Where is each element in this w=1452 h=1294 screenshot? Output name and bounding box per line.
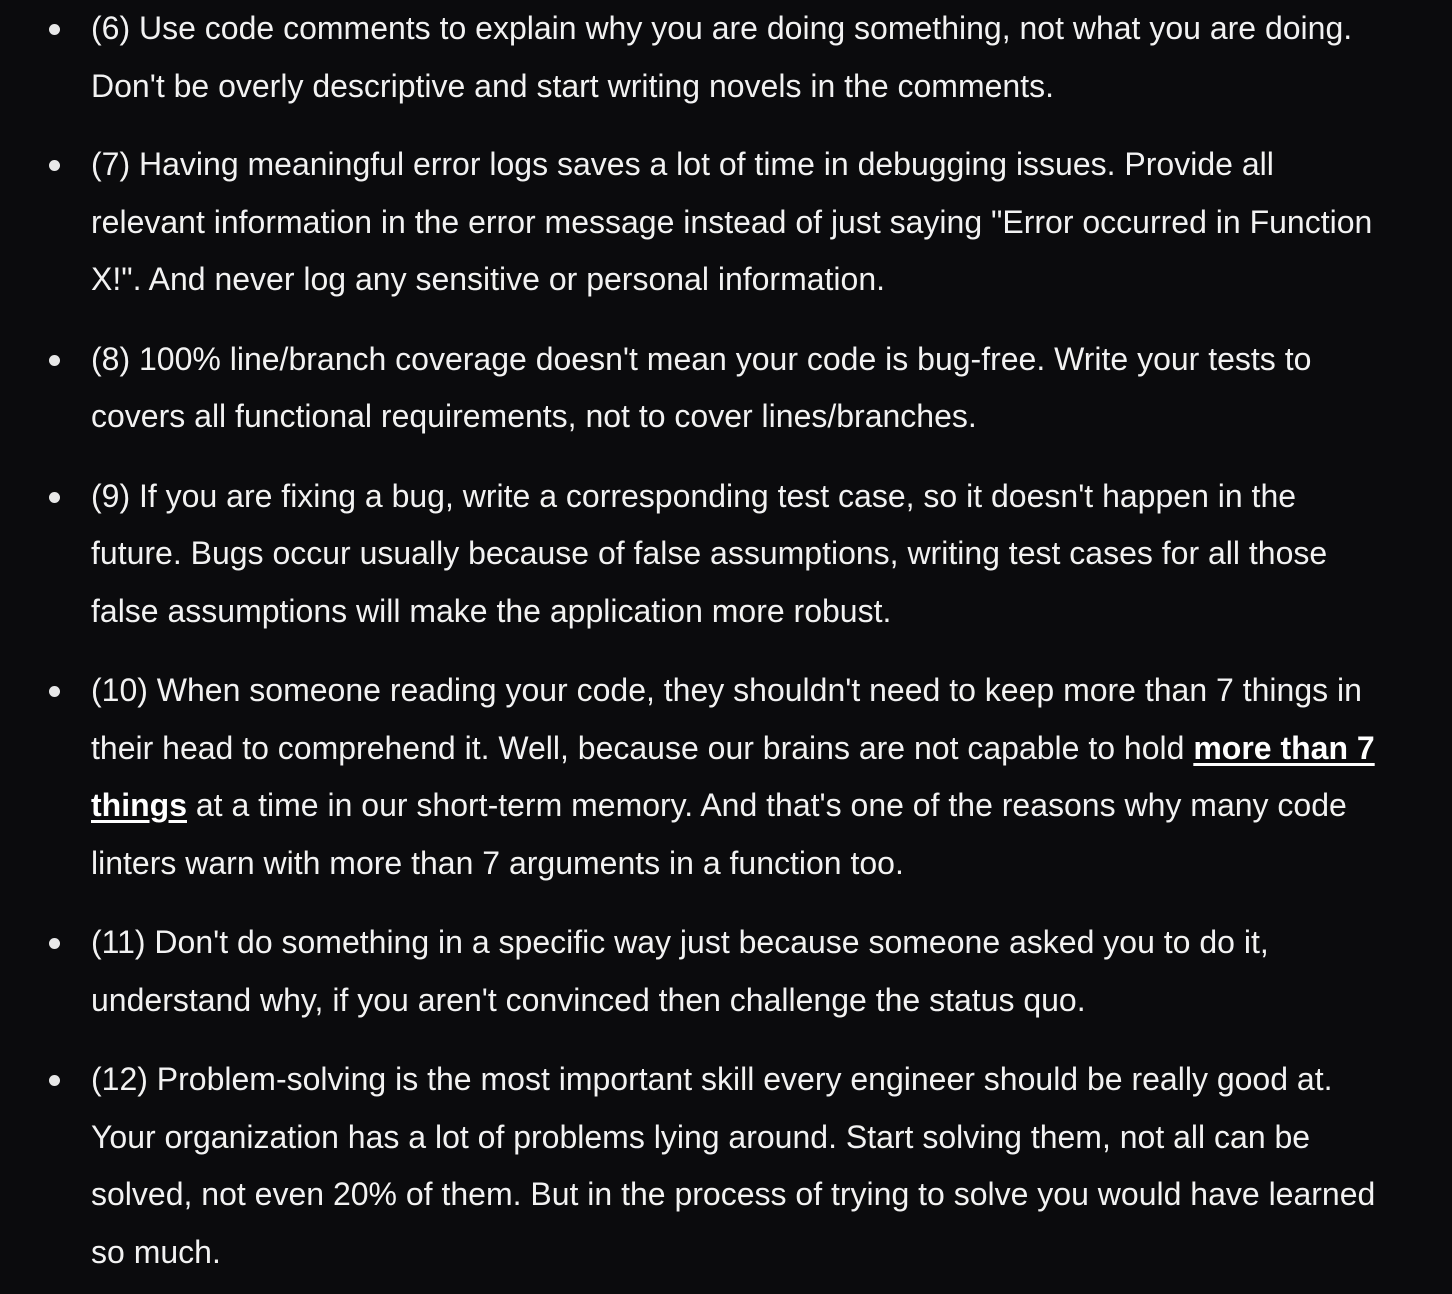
bullet-icon <box>49 24 60 35</box>
more-than-7-things-link[interactable]: more than 7 things <box>91 729 1375 823</box>
list-item-text-after: at a time in our short-term memory. And that's one of the reasons why many code linters warn with more than 7 arguments in a function too. <box>91 787 1347 881</box>
bullet-icon <box>49 686 60 697</box>
list-item-text: (7) Having meaningful error logs saves a lot of time in debugging issues. Provide all relevant information in the error message instead of just saying "Error occurred in Function X!". And never log any sensitive or personal information. <box>91 146 1373 297</box>
bullet-icon <box>49 160 60 171</box>
bullet-icon <box>49 938 60 949</box>
list-item-text: (12) Problem-solving is the most important skill every engineer should be really good at. Your organization has a lot of problems lying around. Start solving them, not all can be solved, not even 20% of them. But in the process of trying to solve you would have learned so much. <box>91 1061 1376 1270</box>
list-item-7 <box>0 136 1452 309</box>
list-item-text: (8) 100% line/branch coverage doesn't mean your code is bug-free. Write your tests to covers all functional requirements, not to cover lines/branches. <box>91 340 1312 434</box>
list-item-text: (11) Don't do something in a specific way just because someone asked you to do it, understand why, if you aren't convinced then challenge the status quo. <box>91 924 1269 1018</box>
list-item-text: (9) If you are fixing a bug, write a corresponding test case, so it doesn't happen in the future. Bugs occur usually because of false assumptions, writing test cases for all those false assumptions will make the application more robust. <box>91 477 1328 629</box>
list-item-9 <box>0 468 1452 641</box>
bullet-icon <box>49 1075 60 1086</box>
list-item-8 <box>0 331 1452 446</box>
list-item-text-before: (10) When someone reading your code, they shouldn't need to keep more than 7 things in their head to comprehend it. Well, because our brains are not capable to hold <box>91 672 1362 766</box>
list-item-6 <box>0 0 1452 115</box>
list-item-12 <box>0 1051 1452 1281</box>
bullet-icon <box>49 355 60 366</box>
list-item-11 <box>0 914 1452 1029</box>
list-item-10 <box>0 662 1452 892</box>
bullet-icon <box>49 492 60 503</box>
list-item-text: (6) Use code comments to explain why you are doing something, not what you are doing. Don't be overly descriptive and start writing novels in the comments. <box>91 10 1353 104</box>
